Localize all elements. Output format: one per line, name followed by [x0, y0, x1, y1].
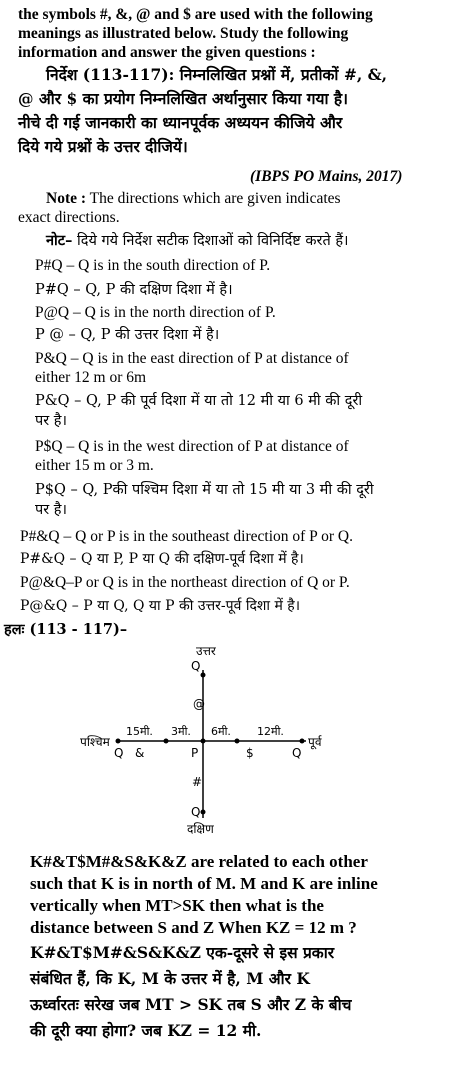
note-hi-text: दिये गये निर्देश सटीक दिशाओं को विनिर्दिष्ट करते हैं। — [76, 233, 349, 249]
rule-line: P@&Q–P or Q is in the northeast direction of Q or P. — [20, 574, 350, 591]
rule-line: P$Q – Q is in the west direction of P at distance of — [35, 438, 349, 455]
rule-line: P#Q – Q is in the south direction of P. — [35, 257, 271, 274]
top-q-label: Q — [191, 659, 201, 673]
intro-hi-line-4: दिये गये प्रश्नों के उत्तर दीजियें। — [18, 137, 188, 156]
dot-left-q — [116, 739, 121, 744]
at-symbol: @ — [193, 697, 205, 711]
distance-15m: 15मी. — [126, 725, 153, 738]
rule-line: P @ – Q, P की उत्तर दिशा में है। — [35, 327, 220, 343]
intro-hi-line-1: निर्देश (113-117): निम्नलिखित प्रश्नों में, प्रतीकों #, &, — [46, 65, 388, 84]
question-en-line: distance between S and Z When KZ = 12 m ? — [30, 918, 357, 937]
rule-line: पर है। — [35, 502, 67, 518]
distance-12m: 12मी. — [257, 725, 284, 738]
rule-line: P#&Q – Q या P, P या Q की दक्षिण-पूर्व दिशा में है। — [20, 551, 304, 567]
question-en-line: vertically when MT>SK then what is the — [30, 896, 324, 915]
amp-symbol: & — [135, 746, 145, 760]
direction-diagram — [0, 640, 475, 840]
question-hi-line: ऊर्ध्वारतः सरेख जब MT > SK तब S और Z के बीच — [30, 995, 352, 1014]
question-hi-line: की दूरी क्या होगा? जब KZ = 12 मी. — [30, 1021, 262, 1040]
distance-6m: 6मी. — [211, 725, 231, 738]
rule-line: either 15 m or 3 m. — [35, 457, 154, 474]
right-q-label: Q — [292, 746, 302, 760]
rule-line: either 12 m or 6m — [35, 369, 147, 386]
rule-line: पर है। — [35, 413, 67, 429]
rule-line: P$Q – Q, Pकी पश्चिम दिशा में या तो 15 मी या 3 मी की दूरी — [35, 482, 374, 498]
east-label: पूर्व — [308, 735, 322, 749]
intro-line-3: information and answer the given questions : — [18, 44, 316, 61]
dot-bottom-q — [201, 810, 206, 815]
rule-line: P@Q – Q is in the north direction of P. — [35, 304, 276, 321]
intro-hi-line-2: @ और $ का प्रयोग निम्नलिखित अर्थानुसार किया गया है। — [18, 89, 348, 108]
question-hi-line: संबंधित हैं, कि K, M के उत्तर में है, M और K — [30, 969, 310, 988]
distance-3m: 3मी. — [171, 725, 191, 738]
note-line-2: exact directions. — [18, 209, 120, 226]
question-en-line: K#&T$M#&S&K&Z are related to each other — [30, 852, 368, 871]
intro-line-2: meanings as illustrated below. Study the following — [18, 25, 349, 42]
hash-symbol: # — [192, 775, 203, 789]
question-hi-line: K#&T$M#&S&K&Z एक-दूसरे से इस प्रकार — [30, 943, 335, 962]
dot-s — [235, 739, 240, 744]
rule-line: P&Q – Q, P की पूर्व दिशा में या तो 12 मी या 6 मी की दूरी — [35, 393, 363, 409]
rule-line: P#&Q – Q or P is in the southeast direction of P or Q. — [20, 528, 353, 545]
west-label: पश्चिम — [80, 735, 110, 749]
note-label: Note : — [46, 190, 87, 207]
bottom-q-label: Q — [191, 805, 201, 819]
dot-3m — [164, 739, 169, 744]
rule-line: P&Q – Q is in the east direction of P at distance of — [35, 350, 349, 367]
left-q-label: Q — [114, 746, 124, 760]
dot-right-q — [300, 739, 305, 744]
solution-label: हलः (113 - 117)– — [4, 621, 128, 638]
south-label: दक्षिण — [187, 822, 214, 836]
intro-line-1: the symbols #, &, @ and $ are used with the following — [18, 6, 373, 23]
note-line-1 — [46, 190, 341, 208]
dot-center-p — [201, 739, 206, 744]
note-text-1: The directions which are given indicates — [89, 190, 341, 207]
rule-line: P@&Q – P या Q, Q या P की उत्तर-पूर्व दिशा में है। — [20, 598, 301, 614]
intro-hi-line-3: नीचे दी गई जानकारी का ध्यानपूर्वक अध्ययन कीजिये और — [18, 113, 343, 132]
source-citation: (IBPS PO Mains, 2017) — [250, 168, 403, 185]
center-p-label: P — [191, 746, 199, 760]
dollar-symbol: $ — [246, 746, 254, 760]
rule-line: P#Q – Q, P की दक्षिण दिशा में है। — [35, 282, 233, 298]
dot-top-q — [201, 673, 206, 678]
note-hi-label: नोट– — [46, 232, 73, 249]
north-label: उत्तर — [196, 644, 216, 658]
question-en-line: such that K is in north of M. M and K are inline — [30, 874, 378, 893]
note-hi-line — [46, 232, 349, 250]
